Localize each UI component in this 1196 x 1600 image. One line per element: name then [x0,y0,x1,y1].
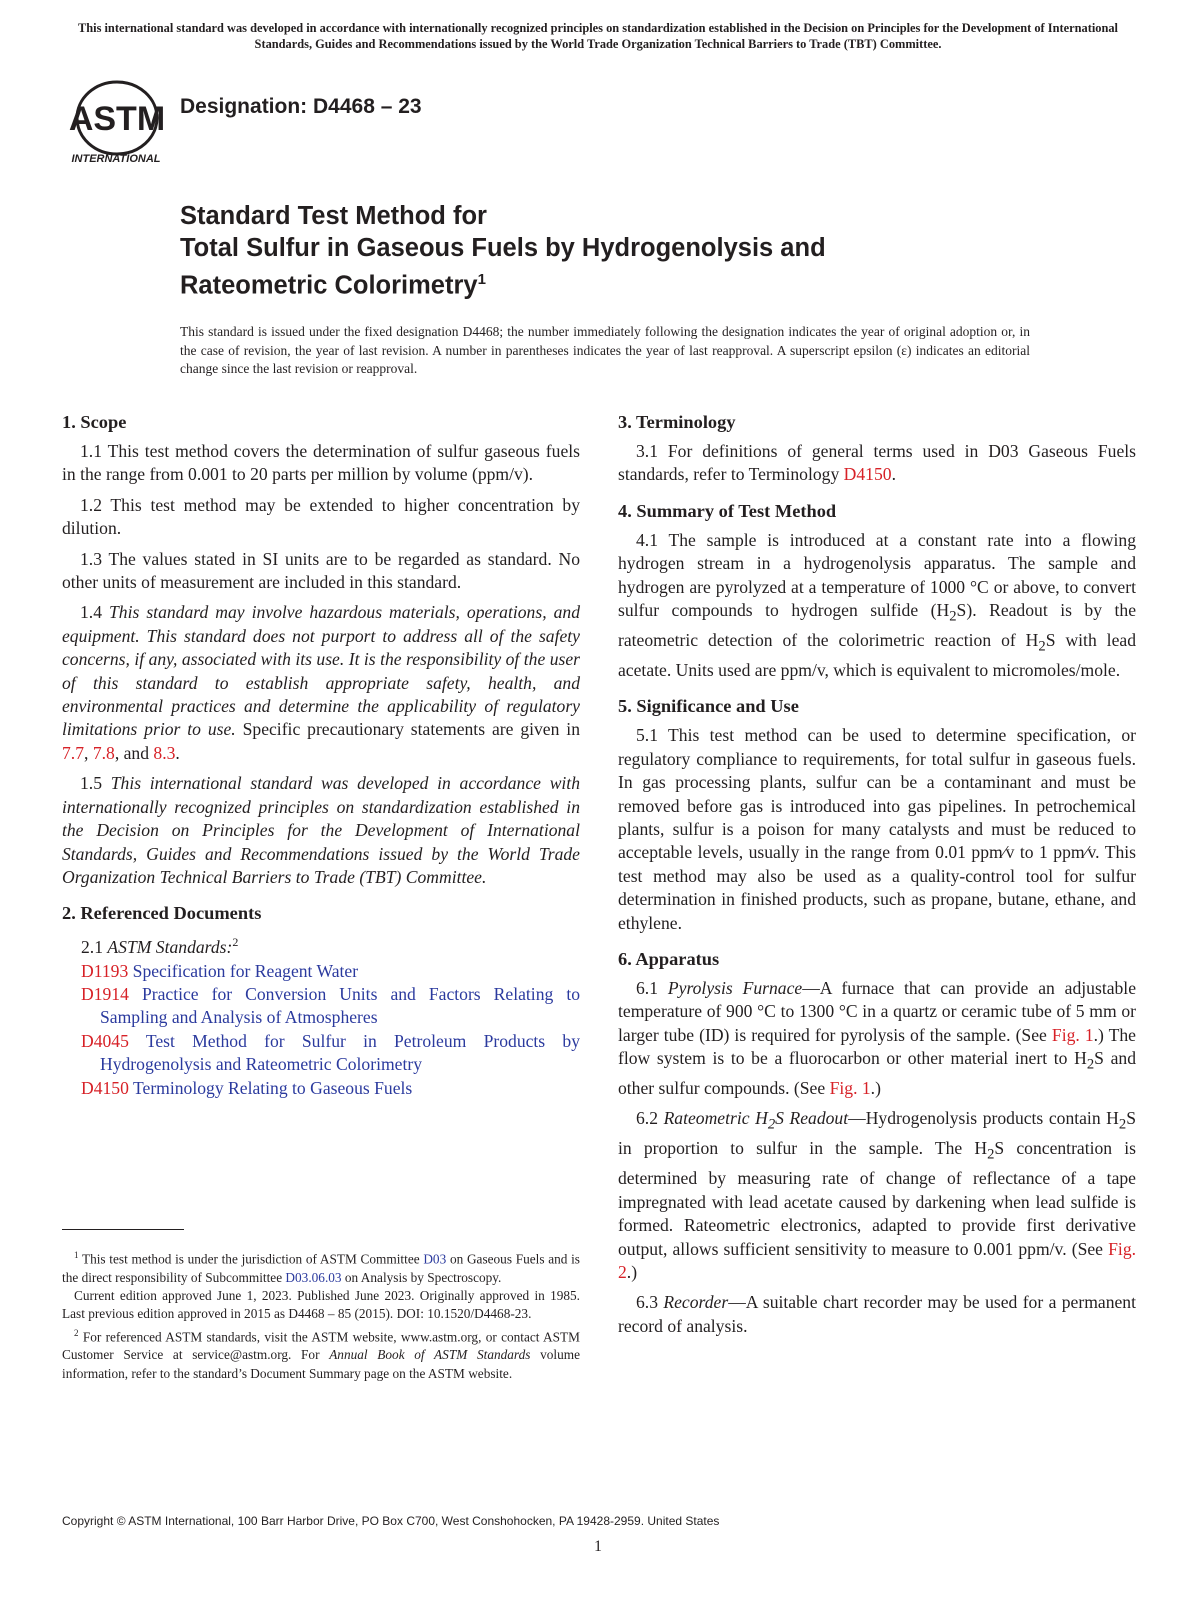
paragraph-6-3: 6.3 Recorder—A suitable chart recorder may be used for a permanent record of analysis. [618,1292,1136,1336]
section-heading: 2. Referenced Documents [62,903,262,924]
footnote-2: $^2$ For referenced ASTM standards, visit the ASTM website, www.astm.org, or contact ASTM Customer Service at service@astm.org. For Annual Book of ASTM Standards volume information, refer to the standard’s Document Summary page on the ASTM website. [62,1327,581,1381]
copyright: Copyright © ASTM International, 100 Barr Harbor Drive, PO Box C700, West Conshohocken, PA 19428-2959. United States [62,1514,720,1528]
logo-subtext: INTERNATIONAL [71,153,161,165]
title-line-1: Standard Test Method for [180,202,487,230]
link-fig-1[interactable]: Fig. 1 [829,1078,871,1099]
section-heading: 6. Apparatus [618,948,720,969]
footnote-divider [62,1229,184,1230]
link-d4150[interactable]: D4150 [843,464,892,485]
astm-logo [62,80,170,166]
section-heading: 4. Summary of Test Method [618,500,837,521]
link-8-3[interactable]: 8.3 [153,742,176,763]
document-title [180,200,1000,302]
section-heading: 3. Terminology [618,412,736,432]
logo-text: ASTM [68,100,166,138]
link-7-7[interactable]: 7.7 [62,742,84,763]
title-line-2: Total Sulfur in Gaseous Fuels by Hydrogenolysis and [180,234,826,262]
footnote-1-edition: Current edition approved June 1, 2023. Published June 2023. Originally approved in 1985. Last previous edition approved in 2015 as D4468 – 85 (2015). DOI: 10.1520/D4468-23. [62,1288,580,1322]
link-7-8[interactable]: 7.8 [92,742,115,763]
paragraph-5-1: 5.1 This test method can be used to determine specification, or regulatory compliance to requirements, for total sulfur in gaseous fuels. In gas processing plants, sulfur can be a contaminant and must be removed before gas is introduced into gas pipelines. In petrochemical plants, sulfur is a poison for many catalysts and must be reduced to acceptable levels, usually in the range from 0.01 ppm⁄v to 1 ppm⁄v. This test method may also be used as a quality-control tool for sulfur determination in finished products, such as propane, butane, ethane, and ethylene. [618,725,1136,933]
section-significance [618,694,1136,935]
reference-item[interactable]: D4150 Terminology Relating to Gaseous Fuels [81,1077,413,1098]
paragraph-3-1: 3.1 For definitions of general terms used in D03 Gaseous Fuels standards, refer to Terminology D4150. [618,441,1136,485]
top-notice: This international standard was developed in accordance with internationally recognized principles on standardization established in the Decision on Principles for the Development of International Standards, Guides and Recommendations issued by the World Trade Organization Technical Barriers to Trade (TBT) Committee. [77,21,1119,51]
right-column [618,410,1136,1350]
title-footnote-mark: 1 [477,271,486,288]
paragraph-1-5: 1.5 This international standard was developed in accordance with internationally recognized principles on standardization established in the Decision on Principles for the Development of International Standards, Guides and Recommendations issued by the World Trade Organization Technical Barriers to Trade (TBT) Committee. [62,773,580,887]
link-fig-2[interactable]: Fig. 2 [618,1238,1137,1282]
link-d03-06-03[interactable]: D03.06.03 [285,1269,342,1285]
paragraph-1-3: 1.3 The values stated in SI units are to be regarded as standard. No other units of measurement are included in this standard. [62,548,580,593]
page-number: 1 [594,1538,602,1555]
footnote-1: $^1$ This test method is under the jurisdiction of ASTM Committee D03 on Gaseous Fuels and is the direct responsibility of Subcommittee D03.06.03 on Analysis by Spectroscopy. [62,1250,580,1285]
link-d03[interactable]: D03 [423,1251,447,1267]
paragraph-6-1: 6.1 Pyrolysis Furnace—A furnace that can provide an adjustable temperature of 900 °C to 1300 °C in a quartz or ceramic tube of 5 mm or larger tube (ID) is required for pyrolysis of the sample. (See Fig. 1.) The flow system is to be a fluorocarbon or other material inert to $H_2S$ and other sulfur compounds. (See Fig. 1.) [618,977,1137,1099]
footnotes [62,1246,580,1383]
reference-item[interactable]: D1193 Specification for Reagent Water [81,960,359,981]
paragraph-1-2: 1.2 This test method may be extended to higher concentration by dilution. [62,494,580,539]
paragraph-4-1: 4.1 The sample is introduced at a constant rate into a flowing hydrogen stream in a hydrogenolysis apparatus. The sample and hydrogen are pyrolyzed at a temperature of 1000 °C or above, to convert sulfur compounds to hydrogen sulfide $(H_2S)$. Readout is by the rateometric detection of the colorimetric reaction of $H_2S$ with lead acetate. Units used are ppm/v, which is equivalent to micromoles/mole. [618,529,1137,680]
section-heading: 1. Scope [62,412,127,432]
paragraph-1-4: 1.4 This standard may involve hazardous materials, operations, and equipment. This standard does not purport to address all of the safety concerns, if any, associated with its use. It is the responsibility of the user of this standard to establish appropriate safety, health, and environmental practices and determine the applicability of regulatory limitations prior to use. Specific precautionary statements are given in 7.7, 7.8, and 8.3. [62,602,580,763]
designation: Designation: D4468 – 23 [180,95,422,118]
issue-note: This standard is issued under the fixed designation D4468; the number immediately following the designation indicates the year of original adoption or, in the case of revision, the year of last revision. A number in parentheses indicates the year of last reapproval. A superscript epsilon (ε) indicates an editorial change since the last revision or reapproval. [180,324,1030,376]
left-column [62,410,580,1112]
reference-item[interactable]: D4045 Test Method for Sulfur in Petroleum Products by Hydrogenolysis and Rateometric Colorimetry [81,1030,580,1075]
paragraph-6-2: 6.2 Rateometric $H_2S$ Readout—Hydrogenolysis products contain $H_2S$ in proportion to sulfur in the sample. The $H_2S$ concentration is determined by measuring rate of change of reflectance of a tape impregnated with lead acetate caused by darkening when lead sulfide is formed. Rateometric electronics, adapted to provide first derivative output, allows sufficient sensitivity to measure to 0.001 ppm/v. (See Fig. 2.) [618,1108,1137,1282]
paragraph-1-1: 1.1 This test method covers the determination of sulfur gaseous fuels in the range from 0.001 to 20 parts per million by volume (ppm/v). [62,441,580,485]
astm-standards-label: 2.1 ASTM Standards:$^2$ [81,935,239,958]
reference-item[interactable]: D1914 Practice for Conversion Units and Factors Relating to Sampling and Analysis of Atmospheres [81,983,580,1028]
section-scope [62,410,580,889]
section-apparatus [618,947,1136,1338]
section-heading: 5. Significance and Use [618,696,799,717]
title-line-3: Rateometric Colorimetry [180,271,478,300]
section-summary [618,499,1136,682]
link-fig-1[interactable]: Fig. 1 [1051,1024,1094,1045]
section-referenced-documents [62,901,580,1100]
section-terminology [618,410,1136,487]
